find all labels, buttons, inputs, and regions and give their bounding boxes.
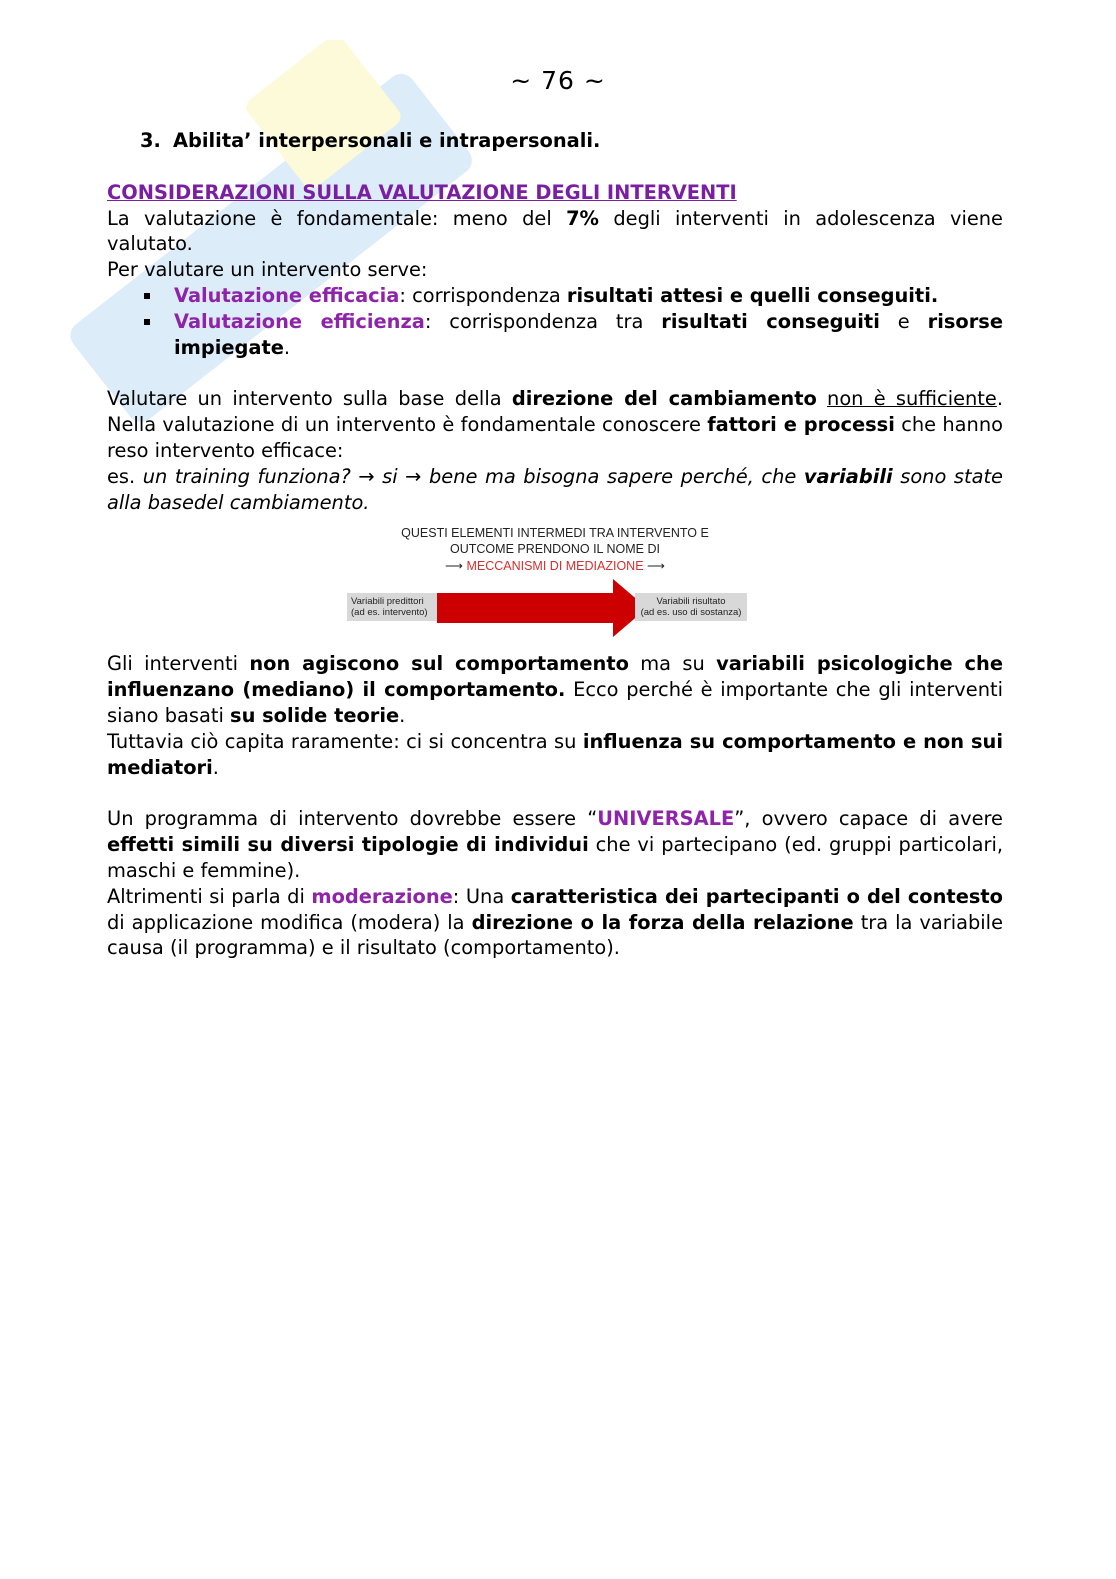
arrow-right-icon: ⟶ (445, 559, 463, 574)
document-body (107, 128, 1003, 961)
mediation-diagram (107, 523, 1003, 641)
outcome-variables-box: Variabili risultato (ad es. uso di sostanza) (635, 593, 747, 621)
paragraph-direzione: Valutare un intervento sulla base della direzione del cambiamento non è sufficiente. Nella valutazione di un intervento è fondamentale conoscere fattori e processi che hanno reso intervento efficace: (107, 387, 1004, 462)
list-item: Valutazione efficienza: corrispondenza tra risultati conseguiti e risorse impiegate. (174, 309, 1003, 359)
red-arrow-icon (437, 579, 647, 639)
predictor-variables-box: Variabili predittori (ad es. intervento) (347, 593, 443, 621)
bullet-list (107, 283, 1003, 360)
diagram-caption-line3: ⟶ MECCANISMI DI MEDIAZIONE ⟶ (445, 559, 665, 574)
item-text: Abilita’ interpersonali e intrapersonali. (173, 129, 601, 152)
paragraph-non-agiscono: Gli interventi non agiscono sul comportamento ma su variabili psicologiche che influenzano (mediano) il comportamento. Ecco perché è importante che gli interventi siano basati su solide teorie. (107, 652, 1004, 727)
arrow-right-icon: ⟶ (647, 559, 665, 574)
paragraph-moderazione: Altrimenti si parla di moderazione: Una caratteristica dei partecipanti o del contesto di applicazione modifica (modera) la direzione o la forza della relazione tra la variabile causa (il programma) e il risultato (comportamento). (107, 884, 1004, 960)
paragraph-esempio: es. un training funziona? → si → bene ma bisogna sapere perché, che variabili sono state alla basedel cambiamento. (107, 464, 1003, 514)
diagram-caption-line1: QUESTI ELEMENTI INTERMEDI TRA INTERVENTO E (401, 526, 709, 541)
diagram-caption-line2: OUTCOME PRENDONO IL NOME DI (450, 542, 660, 557)
page-number: ~ 76 ~ (510, 66, 606, 95)
list-item: Valutazione efficacia: corrispondenza risultati attesi e quelli conseguiti. (174, 283, 1003, 309)
paragraph-per-valutare: Per valutare un intervento serve: (107, 258, 428, 282)
item-number: 3. (140, 129, 161, 152)
paragraph-valutazione: La valutazione è fondamentale: meno del 7% degli interventi in adolescenza viene valutato. (107, 206, 1003, 256)
numbered-item-3 (140, 128, 1003, 154)
paragraph-universale: Un programma di intervento dovrebbe essere “UNIVERSALE”, ovvero capace di avere effetti simili su diversi tipologie di individui che vi partecipano (ed. gruppi particolari, maschi e femmine). (107, 807, 1003, 882)
section-title: CONSIDERAZIONI SULLA VALUTAZIONE DEGLI INTERVENTI (107, 180, 737, 204)
paragraph-tuttavia: Tuttavia ciò capita raramente: ci si concentra su influenza su comportamento e non sui mediatori. (107, 729, 1003, 779)
